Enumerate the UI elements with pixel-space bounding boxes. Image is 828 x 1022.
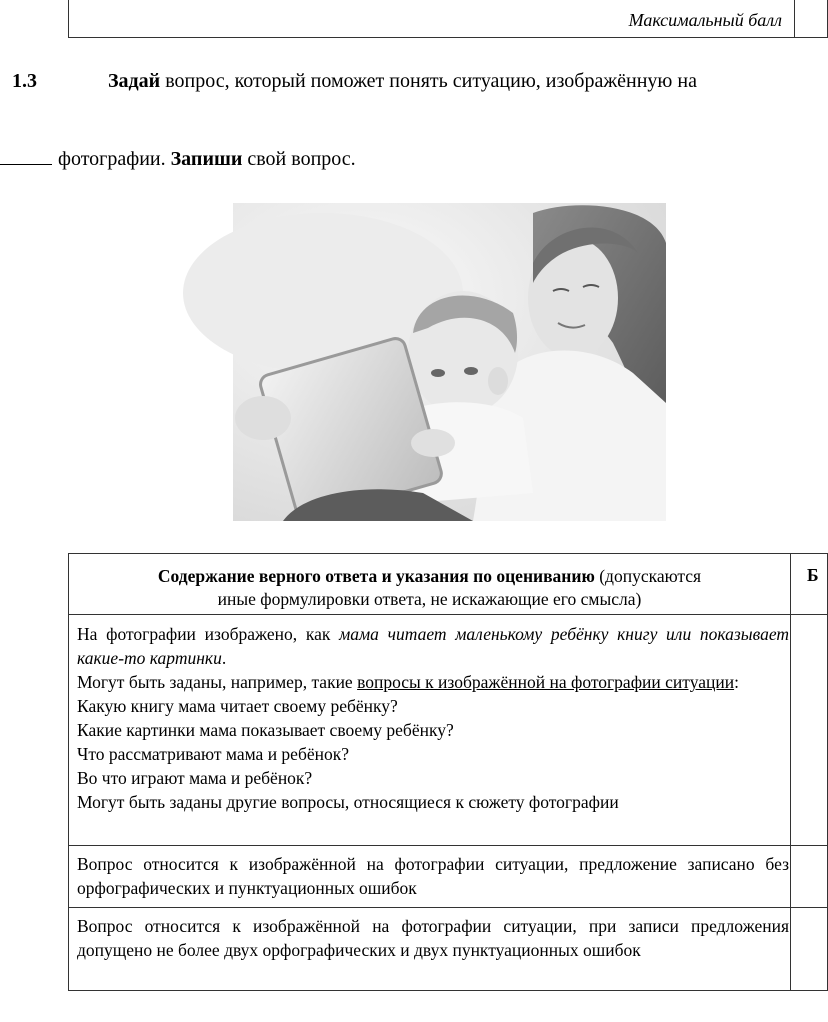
row-criterion-1: Вопрос относится к изображённой на фотографии ситуации, при записи предложения допущено не более двух орфографических и двух пунктуационных ошибок: [77, 916, 789, 960]
max-score-label: Максимальный балл: [69, 0, 795, 37]
score-header-table: [68, 0, 828, 38]
question-item: Какие картинки мама показывает своему ребёнку?: [77, 720, 454, 740]
question-item: Во что играют мама и ребёнок?: [77, 768, 313, 788]
task-verb-write: Запиши: [170, 148, 243, 170]
row-divider: [69, 907, 827, 908]
answer-intro-end: .: [221, 648, 227, 668]
row-divider: [69, 845, 827, 846]
task-verb-ask: Задай: [108, 70, 161, 92]
question-item: Какую книгу мама читает своему ребёнку?: [77, 696, 398, 716]
answer-situation: мама читает маленькому ребёнку книгу или показывает какие-то картинки: [77, 624, 789, 668]
row-criterion-2: Вопрос относится к изображённой на фотографии ситуации, предложение записано без орфографических и пунктуационных ошибок: [77, 854, 789, 898]
task-text-line1: [108, 70, 697, 93]
answer-description: [77, 622, 789, 670]
task-text-rest2: свой вопрос.: [242, 148, 356, 170]
header-bold: Содержание верного ответа и указания по оцениванию: [157, 566, 595, 586]
questions-intro: [77, 670, 789, 694]
photo-mother-baby-tablet: [233, 203, 666, 521]
answer-intro: На фотографии изображено, как: [77, 624, 340, 644]
task-text-line2: [0, 148, 356, 171]
table-header-content: [69, 554, 790, 614]
question-item: Что рассматривают мама и ребёнок?: [77, 744, 350, 764]
questions-intro-underlined: вопросы к изображённой на фотографии ситуации: [357, 672, 735, 692]
questions-intro-end: :: [734, 672, 739, 692]
answer-blank-line: [0, 150, 52, 165]
photo-illustration: [233, 203, 666, 521]
row-expected-answer: [77, 622, 789, 814]
task-text-start2: фотографии.: [58, 148, 171, 170]
task-number: 1.3: [12, 70, 37, 92]
header-normal-2: иные формулировки ответа, не искажающие его смысла): [217, 589, 642, 609]
question-item: Могут быть заданы другие вопросы, относящиеся к сюжету фотографии: [77, 792, 619, 812]
questions-intro-text: Могут быть заданы, например, такие: [77, 672, 358, 692]
header-score-column: Б: [807, 565, 819, 585]
answer-criteria-table: [68, 553, 828, 991]
header-normal-1: (допускаются: [594, 566, 702, 586]
column-divider: [790, 554, 791, 990]
task-text-rest1: вопрос, который поможет понять ситуацию, изображённую на: [160, 70, 697, 92]
row-divider: [69, 614, 827, 615]
